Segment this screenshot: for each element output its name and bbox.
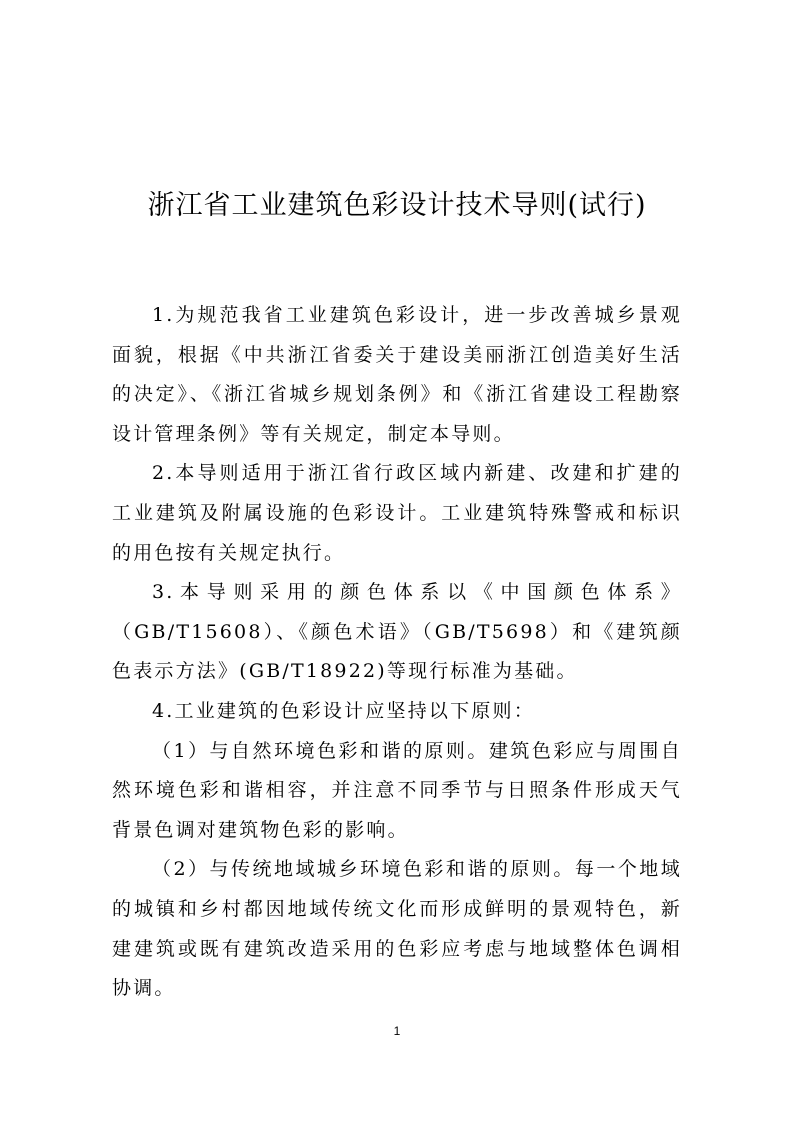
document-body [112,296,682,1009]
paragraph-4: 4.工业建筑的色彩设计应坚持以下原则： [152,699,535,722]
paragraph-2: 2.本导则适用于浙江省行政区域内新建、改建和扩建的工业建筑及附属设施的色彩设计。工业建筑特殊警戒和标识的用色按有关规定执行。 [112,462,682,564]
paragraph-1: 1.为规范我省工业建筑色彩设计，进一步改善城乡景观面貌，根据《中共浙江省委关于建设美丽浙江创造美好生活的决定》、《浙江省城乡规划条例》和《浙江省建设工程勘察设计管理条例》等有关规定，制定本导则。 [112,304,682,445]
paragraph-3: 3.本导则采用的颜色体系以《中国颜色体系》（GB/T15608）、《颜色术语》（GB/T5698）和《建筑颜色表示方法》(GB/T18922)等现行标准为基础。 [112,581,682,683]
paragraph-4-1: （1）与自然环境色彩和谐的原则。建筑色彩应与周围自然环境色彩和谐相容，并注意不同季节与日照条件形成天气背景色调对建筑物色彩的影响。 [112,739,682,841]
document-title: 浙江省工业建筑色彩设计技术导则(试行) [147,190,647,221]
paragraph-4-2: （2）与传统地域城乡环境色彩和谐的原则。每一个地域的城镇和乡村都因地域传统文化而形成鲜明的景观特色，新建建筑或既有建筑改造采用的色彩应考虑与地域整体色调相协调。 [112,858,682,1000]
page-number: 1 [393,1024,401,1038]
